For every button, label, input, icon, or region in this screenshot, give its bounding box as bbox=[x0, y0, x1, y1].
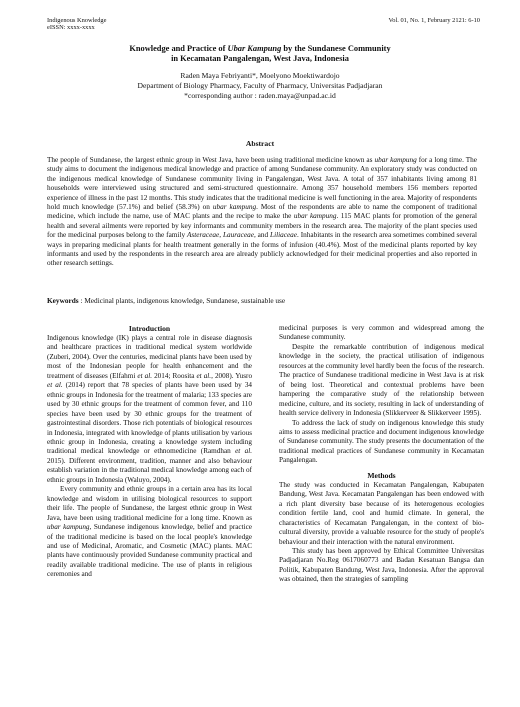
title-text-b: by the Sundanese Community bbox=[281, 44, 391, 53]
abstract-part: . Most of the respondents are able to name the component of traditional medicine, which include the name, use of MAC plants and the recipe to make the bbox=[47, 203, 478, 221]
title-text-em: Ubar Kampung bbox=[227, 44, 282, 53]
intro-paragraph-3: medicinal purposes is very common and widespread among the Sundanese community. bbox=[279, 324, 484, 342]
abstract-part: The people of Sundanese, the largest ethnic group in West Java, have been using traditional medicine known as bbox=[47, 156, 373, 164]
journal-info bbox=[47, 17, 106, 32]
right-column bbox=[279, 324, 484, 585]
introduction-heading: Introduction bbox=[128, 324, 171, 333]
text-run: 2015). Different environment, tradition, manner and also behaviour establish variation in the traditional medical knowledge among each of ethnic groups in Indonesia (Waluyo, 2004). bbox=[47, 456, 252, 484]
journal-volume: Vol. 01, No. 1, February 2121: 6-10 bbox=[388, 17, 480, 24]
intro-paragraph-1 bbox=[47, 334, 252, 485]
author-affiliation: Department of Biology Pharmacy, Faculty of Pharmacy, Universitas Padjadjaran bbox=[137, 80, 383, 90]
intro-paragraph-5: To address the lack of study on indigenous knowledge this study aims to assess medicinal practice and document indigenous knowledge of Sundanese community. The study presents the documentation of the traditional medical practices of Sundanese community in Kecamatan Pangalengan. bbox=[279, 418, 484, 465]
intro-paragraph-4: Despite the remarkable contribution of indigenous medical knowledge in the society, the practical utilisation of indigenous resources at the community level hardly been the focus of the research. The practice of Sundanese traditional medicine in West Java is at risk of being lost. Theoretical and contextual problems have been hampering the comparative study of the relationship between medicine, culture, and its society, resulting in lack of understanding of health service delivery in Indonesia (Slikkerveer & Slikkerveer 1995). bbox=[279, 342, 484, 418]
title-line-1 bbox=[60, 44, 460, 54]
keywords-line: Keywords : Medicinal plants, indigenous knowledge, Sundanese, sustainable use bbox=[47, 296, 286, 305]
text-run: (2014) report that 78 species of plants have been used by 34 ethnic groups in Indonesia for the treatment of malaria; 133 species are used by 30 ethnic groups for the treatment of common fever, and 110 species have been used by 30 ethnic groups for the treatment of gastrointestinal disorders. Those rich potentials of biological resources in Indonesia, integrated with knowledge of plants utilisation by various ethnic group in Indonesia, creating a knowledge system including traditional medical knowledge or ethnomedicine (Ramdhan bbox=[47, 381, 253, 456]
text-run: , 2008). Yusro bbox=[211, 371, 253, 380]
keywords-value: Medicinal plants, indigenous knowledge, Sundanese, sustainable use bbox=[84, 296, 286, 305]
abstract-term: ubar kampung bbox=[212, 203, 257, 212]
journal-issn: eISSN: xxxx-xxxx bbox=[47, 24, 95, 32]
family-name: Liliaceae bbox=[270, 231, 298, 240]
text-run: Indigenous knowledge (IK) plays a central role in disease diagnosis and healthcare practices in traditional medical system worldwide (Zuberi, 2004). Over the centuries, medicinal plants have been used by most of the Indonesian people for health enhancement and the treatment of diseases (Elfahmi bbox=[47, 334, 252, 380]
left-column bbox=[47, 324, 252, 580]
text-run: Every community and ethnic groups in a certain area has its local knowledge and wisdom in utilising biological resources to support their life. The people of Sundanese, the largest ethnic group in West Java, have been using traditional medicine for a long time. Known as bbox=[47, 485, 252, 522]
etal: et al. bbox=[137, 371, 153, 380]
emphasis: ubar kampung bbox=[47, 523, 90, 532]
author-block bbox=[60, 71, 460, 100]
abstract-part: . 115 MAC plants for promotion of the general health and several ailments were reported by key informants and community members in the research area. The majority of the plant species used for the medicinal purposes belong to the family bbox=[47, 212, 477, 240]
intro-paragraph-2 bbox=[47, 485, 252, 580]
text-run: , Sundanese indigenous knowledge, belief and practice of the traditional medicine is based on the local people's knowledge and use of Medicinal, Aromatic, and Cosmetic (MAC) plants. MAC plants have continuously provided Sundanese community practical and readily available traditional medicine. The use of plants in religious ceremonies and bbox=[47, 523, 252, 579]
paper-title bbox=[60, 44, 460, 65]
methods-paragraph-2: This study has been approved by Ethical Committee Universitas Padjadjaran No.Reg 0617060773 and Badan Kesatuan Bangsa dan Politik, Kabupaten Bandung, West Java, Indonesia. After the approval was obtained, then the strategies of sampling bbox=[279, 546, 484, 584]
abstract-part: . Inhabitants in the research area sometimes combined several ways in preparing medicinal plants for health treatment generally in the forms of infusion (40.4%). Most of the medicinal plants reported by key informants and used by the respondents in the research area are already publicly acknowledged for their medicinal properties and also reported in other research settings. bbox=[47, 231, 478, 268]
family-name: Asteraceae bbox=[187, 231, 220, 240]
etal: et al. bbox=[196, 371, 212, 380]
family-name: Lauraceae bbox=[222, 231, 254, 240]
etal: et al. bbox=[47, 381, 63, 390]
abstract-part: for a long time. The study aims to document the indigenous medical knowledge and practice of among Sundanese community. An exploratory study was conducted on the indigenous medical knowledge of Sundanese community living in Pangalengan, West Java. A total of 357 inhabitants living among 81 households were interviewed using structured and semi-structured questionnaire. Among 357 household members 156 members reported experience of illness in the past 12 months. This study indicates that the traditional medicine is well functioning in the area. Majority of respondents hold much knowledge (57.1%) and belief (58.3%) on bbox=[47, 156, 478, 212]
keywords-label: Keywords bbox=[47, 296, 79, 305]
methods-heading: Methods bbox=[367, 470, 396, 480]
abstract-text: The people of Sundanese, the largest ethnic group in West Java, have been using traditional medicine known as ubar kampung for a long time. The study aims to document the indigenous medical knowledge and practice of among Sundanese community. An exploratory study was conducted on the indigenous medical knowledge of Sundanese community living in Pangalengan, West Java. A total of 357 inhabitants living among 81 households were interviewed using structured and semi-structured questionnaire. Among 357 household members 156 members reported experience of illness in the past 12 months. This study indicates that the traditional medicine is well functioning in the area. Majority of respondents hold much knowledge (57.1%) and belief (58.3%) on ubar kampung. Most of the respondents are able to name the component of traditional medicine, which include the name, use of MAC plants and the recipe to make the ubar kampung. 115 MAC plants for promotion of the general health and several ailments were reported by key informants and community members in the research area. The majority of the plant species used for the medicinal purposes belong to the family Asteraceae, Lauraceae, and Liliaceae. Inhabitants in the research area sometimes combined several ways in preparing medicinal plants for health treatment generally in the forms of infusion (40.4%). Most of the medicinal plants reported by key informants and used by the respondents in the research area are already publicly acknowledged for their medicinal properties and also reported in other research settings. bbox=[47, 156, 478, 268]
title-text-a: Knowledge and Practice of bbox=[129, 44, 228, 53]
author-names: Raden Maya Febriyanti*, Moelyono Moektiwardojo bbox=[180, 71, 340, 80]
etal: et al. bbox=[235, 447, 253, 456]
abstract-term: ubar kampung bbox=[374, 156, 417, 164]
abstract-heading: Abstract bbox=[245, 139, 275, 148]
text-run: 2014; Roosita bbox=[154, 371, 195, 380]
journal-name: Indigenous Knowledge bbox=[47, 17, 107, 24]
title-line-2: in Kecamatan Pangalengan, West Java, Indonesia bbox=[171, 54, 349, 64]
abstract-term: ubar kampung bbox=[293, 212, 337, 221]
methods-paragraph-1: The study was conducted in Kecamatan Pangalengan, Kabupaten Bandung, West Java. Kecamatan Pangalengan has been endowed with a rich plant diversity base because of its heterogenous ecologies condition fertile land, cool and humid climate. In general, the characteristics of Kecamatan Pangalengan, in the context of bio-cultural diversity, provide a valuable resource for the study of people's behaviour and their interaction with the natural environment. bbox=[279, 480, 484, 546]
corresponding-author: *corresponding author : raden.maya@unpad.ac.id bbox=[184, 90, 336, 100]
